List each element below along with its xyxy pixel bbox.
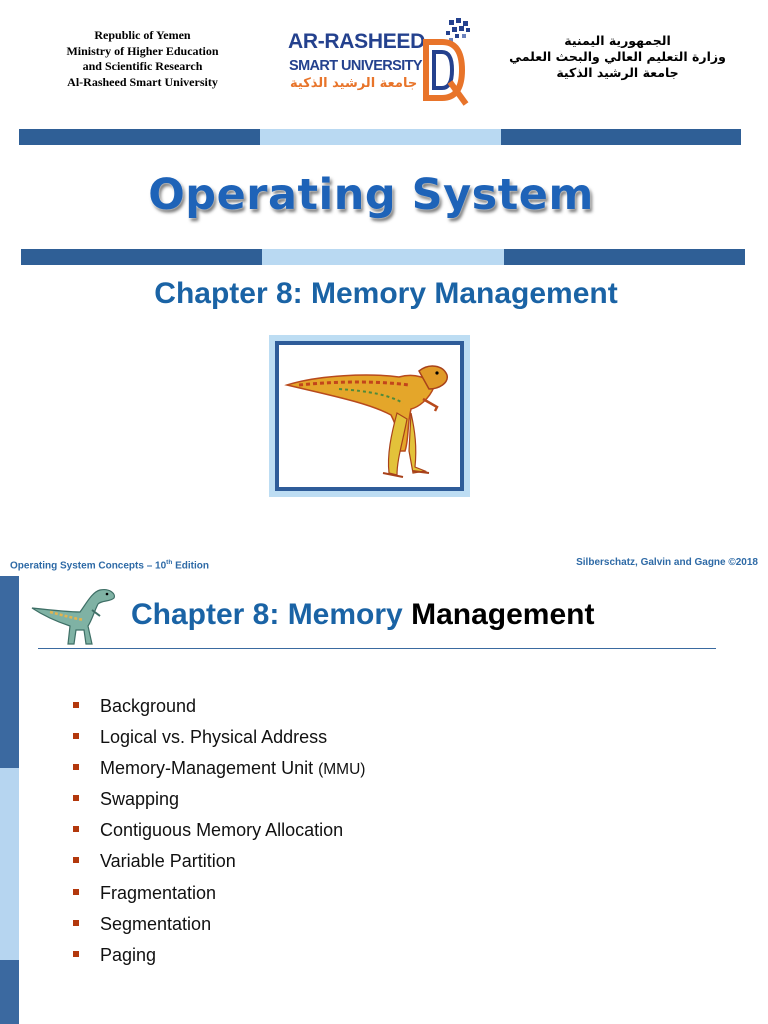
list-item-text: Paging [100,944,157,965]
list-item-text: Fragmentation [100,882,217,903]
header-en-line: and Scientific Research [82,59,203,73]
dinosaur-image [269,335,470,497]
list-item [72,945,365,976]
list-item-text: Variable Partition [100,851,236,872]
side-bar-dark [0,576,19,768]
list-item-text: Logical vs. Physical Address [100,727,328,748]
dinosaur-icon [30,582,120,648]
footer-book-title-text: Operating System Concepts – 10 [10,560,167,572]
logo-subtitle: SMART UNIVERSITY [289,58,422,74]
bullet-square-icon [73,920,79,926]
side-bar-light [0,768,19,960]
bullet-square-icon [73,702,79,708]
logo-mark-icon [422,18,474,106]
bullet-square-icon [73,826,79,832]
list-item [72,789,365,820]
bullet-square-icon [73,795,79,801]
header-english-block [40,28,245,90]
slide2-title-blue: Chapter 8: Memory [131,598,403,631]
footer-authors: Silberschatz, Galvin and Gagne ©2018 [576,557,758,568]
university-logo [288,18,473,108]
header-en-line: Republic of Yemen [94,28,191,42]
slide2-title [131,598,594,632]
list-item-text: Memory-Management Unit [100,758,319,779]
list-item-text: Contiguous Memory Allocation [100,820,344,841]
header-ar-line: الجمهورية اليمنية [564,33,671,48]
slide-title: Operating System [148,170,594,220]
dinosaur-icon [279,355,459,485]
logo-title: AR-RASHEED [288,30,426,53]
header-ar-line: وزارة التعليم العالي والبحث العلمي [509,49,726,64]
header-arabic-block [505,33,730,81]
list-item [72,758,365,789]
bullet-square-icon [73,857,79,863]
bullet-square-icon [73,764,79,770]
list-item [72,727,365,758]
slide2-title-black: Management [411,598,595,631]
side-bar-dark [0,960,19,1024]
list-item [72,883,365,914]
topic-list [72,696,365,976]
list-item [72,914,365,945]
footer-edition-text: Edition [172,560,209,572]
bullet-square-icon [73,951,79,957]
footer-edition-sup: th [166,559,173,566]
bullet-square-icon [73,733,79,739]
header-ar-line: جامعة الرشيد الذكية [556,65,679,80]
logo-arabic: جامعة الرشيد الذكية [290,76,418,91]
list-item [72,851,365,882]
top-divider-band [19,129,741,145]
bullet-square-icon [73,889,79,895]
list-item-text: Segmentation [100,913,212,934]
list-item-text: Background [100,696,197,716]
list-item [72,820,365,851]
list-item-abbrev: (MMU) [318,761,366,779]
chapter-heading: Chapter 8: Memory Management [154,277,618,310]
header-en-line: Ministry of Higher Education [66,43,219,58]
footer-book-title [10,559,209,571]
header-en-line: Al-Rasheed Smart University [67,74,218,89]
title-underline [38,648,716,649]
list-item-text: Swapping [100,789,180,810]
bottom-divider-band [21,249,745,265]
list-item [72,696,365,727]
